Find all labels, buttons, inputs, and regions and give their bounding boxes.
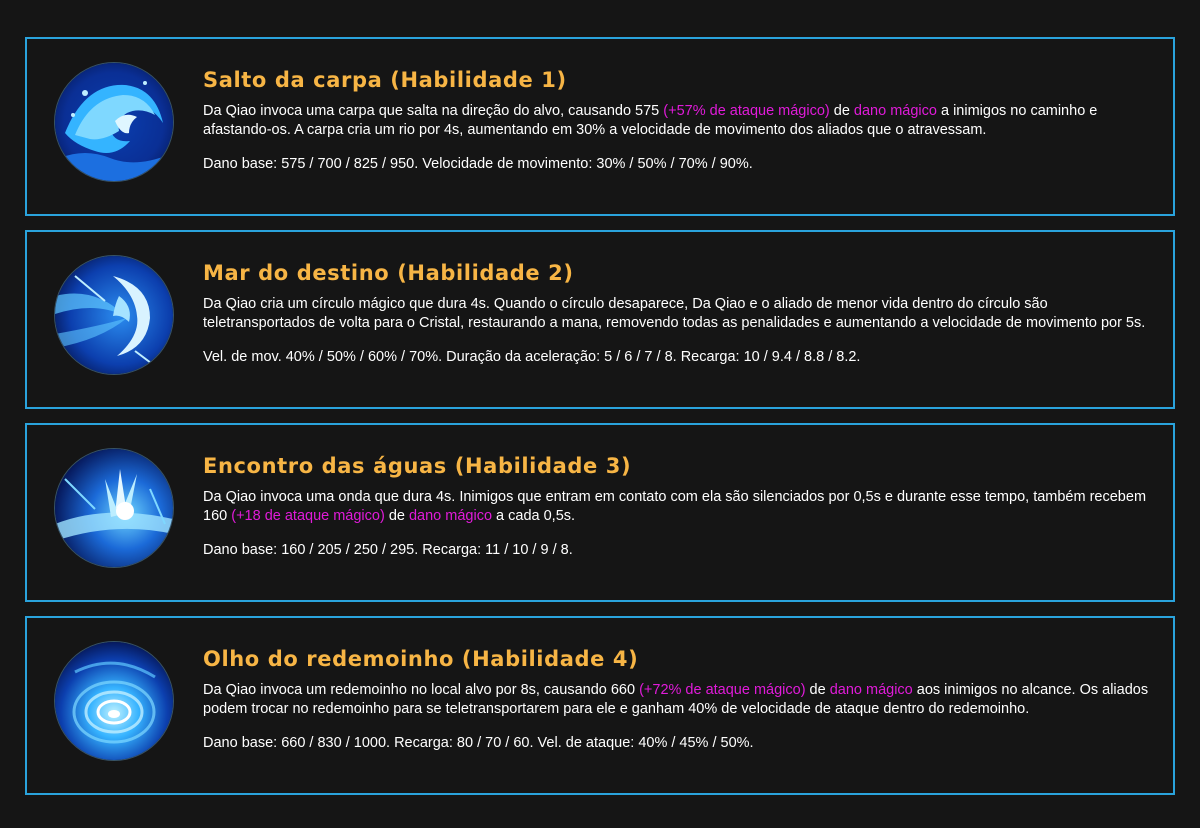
whirlpool-icon [55,642,173,760]
skill-list [25,37,1175,809]
skill-title: Olho do redemoinho (Habilidade 4) [203,647,639,671]
skill-description [203,488,1153,525]
desc-text: de [829,103,854,119]
skill-stats: Vel. de mov. 40% / 50% / 60% / 70%. Duração da aceleração: 5 / 6 / 7 / 8. Recarga: 10 / 9.4 / 8.8 / 8.2. [203,349,861,365]
magic-damage-keyword: dano mágico [829,682,913,698]
skill-card-2 [25,230,1175,409]
desc-text: Da Qiao invoca uma onda que dura 4s. Inimigos que entram em contato com ela são silenciados por 0,5s e durante esse tempo, também recebem 160 [203,489,1147,524]
skill-card-3 [25,423,1175,602]
wave-icon [55,63,173,181]
magic-damage-keyword: dano mágico [853,103,937,119]
skill-card-1 [25,37,1175,216]
skill-description [203,102,1153,139]
desc-text: de [805,682,830,698]
skill-stats: Dano base: 160 / 205 / 250 / 295. Recarga: 11 / 10 / 9 / 8. [203,542,573,558]
desc-text: Da Qiao invoca um redemoinho no local alvo por 8s, causando 660 [203,682,640,698]
skill-stats: Dano base: 660 / 830 / 1000. Recarga: 80 / 70 / 60. Vel. de ataque: 40% / 45% / 50%. [203,735,754,751]
desc-text: aos inimigos no alcance. Os aliados podem trocar no redemoinho para se teletransportarem para ele e ganham 40% de velocidade de ataque dentro do redemoinho. [203,682,1149,717]
skill-title: Encontro das águas (Habilidade 3) [203,454,632,478]
skill-text-1 [203,67,1153,174]
desc-text: a inimigos no caminho e afastando-os. A carpa cria um rio por 4s, aumentando em 30% a velocidade de movimento dos aliados que o atravessam. [203,103,1098,138]
desc-text: a cada 0,5s. [492,507,576,524]
skill-title: Mar do destino (Habilidade 2) [203,261,574,285]
skill-text-3 [203,453,1153,560]
skill-text-4 [203,646,1153,753]
magic-damage-keyword: dano mágico [408,507,493,524]
skill-text-2 [203,260,1153,367]
skill-stats: Dano base: 575 / 700 / 825 / 950. Velocidade de movimento: 30% / 50% / 70% / 90%. [203,156,753,172]
skill-description: Da Qiao cria um círculo mágico que dura 4s. Quando o círculo desaparece, Da Qiao e o aliado de menor vida dentro do círculo são teletransportados de volta para o Cristal, restaurando a mana, removendo todas as penalidades e aumentando a velocidade de movimento por 5s. [203,296,1146,331]
desc-text: Da Qiao invoca uma carpa que salta na direção do alvo, causando 575 [203,103,664,119]
skill-description [203,681,1153,718]
desc-text: de [384,507,409,524]
magic-scaling: (+72% de ataque mágico) [639,682,806,698]
sea-icon [55,256,173,374]
skill-card-4 [25,616,1175,795]
splash-icon [55,449,173,567]
magic-scaling: (+18 de ataque mágico) [231,507,385,524]
magic-scaling: (+57% de ataque mágico) [663,103,830,119]
skill-title: Salto da carpa (Habilidade 1) [203,68,567,92]
